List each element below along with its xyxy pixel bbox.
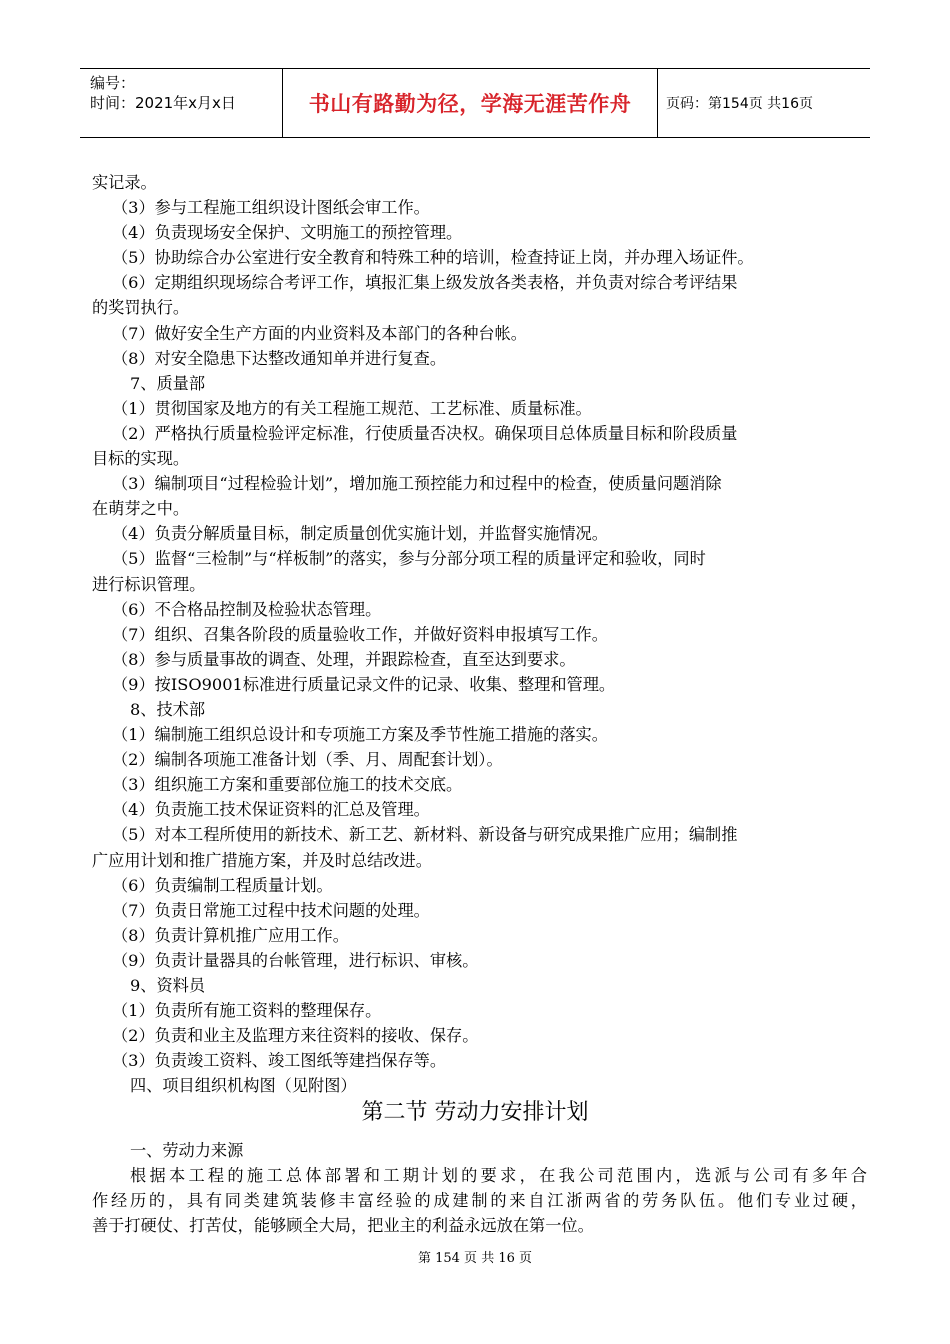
document-number-label: 编号： <box>90 74 136 92</box>
document-date: 时间：2021年x月x日 <box>90 94 236 112</box>
paragraph-line: 善于打硬仗、打苦仗，能够顾全大局，把业主的利益永远放在第一位。 <box>92 1216 594 1236</box>
paragraph-line: 目标的实现。 <box>92 449 190 469</box>
paragraph-line: （7）做好安全生产方面的内业资料及本部门的各种台帐。 <box>112 323 527 343</box>
header-meta <box>80 69 283 137</box>
paragraph-line: （9）负责计量器具的台帐管理，进行标识、审核。 <box>112 950 479 970</box>
paragraph-line: 的奖罚执行。 <box>92 298 190 318</box>
paragraph-line: （6）负责编制工程质量计划。 <box>112 875 333 895</box>
paragraph-line: （5）协助综合办公室进行安全教育和特殊工种的培训，检查持证上岗，并办理入场证件。 <box>112 248 754 268</box>
paragraph-line: （3）负责竣工资料、竣工图纸等建挡保存等。 <box>112 1051 447 1071</box>
paragraph-line: （5）监督“三检制”与“样板制”的落实，参与分部分项工程的质量评定和验收，同时 <box>112 549 706 569</box>
paragraph-line: （1）编制施工组织总设计和专项施工方案及季节性施工措施的落实。 <box>112 725 608 745</box>
paragraph-line: （5）对本工程所使用的新技术、新工艺、新材料、新设备与研究成果推广应用；编制推 <box>112 825 738 845</box>
header-page-info: 页码：第154页 共16页 <box>666 96 813 112</box>
paragraph-line: （7）组织、召集各阶段的质量验收工作，并做好资料申报填写工作。 <box>112 624 608 644</box>
page-footer: 第 154 页 共 16 页 <box>417 1251 533 1266</box>
document-body <box>92 170 860 1098</box>
paragraph-line: 进行标识管理。 <box>92 574 206 594</box>
paragraph-line: （4）负责分解质量目标，制定质量创优实施计划，并监督实施情况。 <box>112 524 608 544</box>
paragraph-line: （2）严格执行质量检验评定标准，行使质量否决权。确保项目总体质量目标和阶段质量 <box>112 423 738 443</box>
paragraph-line: 在萌芽之中。 <box>92 499 190 519</box>
paragraph-line: （8）对安全隐患下达整改通知单并进行复查。 <box>112 348 447 368</box>
page-header <box>80 68 870 138</box>
paragraph-line: （6）定期组织现场综合考评工作，填报汇集上级发放各类表格，并负责对综合考评结果 <box>112 273 738 293</box>
paragraph-line: 广应用计划和推广措施方案，并及时总结改进。 <box>92 850 432 870</box>
paragraph-line: （2）负责和业主及监理方来往资料的接收、保存。 <box>112 1026 479 1046</box>
paragraph-line: 实记录。 <box>92 173 157 192</box>
paragraph-line: （3）编制项目“过程检验计划”，增加施工预控能力和过程中的检查，使质量问题消除 <box>112 474 722 494</box>
paragraph-line: 根据本工程的施工总体部署和工期计划的要求，在我公司范围内，选派与公司有多年合 <box>130 1166 867 1186</box>
paragraph-line: 作经历的，具有同类建筑装修丰富经验的成建制的来自江浙两省的劳务队伍。他们专业过硬， <box>92 1191 867 1211</box>
paragraph-line: （8）参与质量事故的调查、处理，并跟踪检查，直至达到要求。 <box>112 649 576 669</box>
paragraph-line: （7）负责日常施工过程中技术问题的处理。 <box>112 900 430 920</box>
paragraph-line: （9）按ISO9001标准进行质量记录文件的记录、收集、整理和管理。 <box>112 674 616 694</box>
document-body-continued <box>92 1138 867 1238</box>
section-heading-line: 7、质量部 <box>130 373 206 393</box>
paragraph-line: （6）不合格品控制及检验状态管理。 <box>112 599 382 619</box>
paragraph-line: （4）负责施工技术保证资料的汇总及管理。 <box>112 800 430 820</box>
section-heading-line: 8、技术部 <box>130 699 206 719</box>
paragraph-line: （3）组织施工方案和重要部位施工的技术交底。 <box>112 775 463 795</box>
paragraph-line: （3）参与工程施工组织设计图纸会审工作。 <box>112 198 430 218</box>
section-title: 第二节 劳动力安排计划 <box>361 1100 589 1125</box>
paragraph-line: （1）贯彻国家及地方的有关工程施工规范、工艺标准、质量标准。 <box>112 398 592 418</box>
paragraph-line: （8）负责计算机推广应用工作。 <box>112 925 349 945</box>
subsection-heading: 一、劳动力来源 <box>130 1141 244 1160</box>
paragraph-line: （4）负责现场安全保护、文明施工的预控管理。 <box>112 223 463 243</box>
section-heading-line: 9、资料员 <box>130 976 206 995</box>
section-heading-line: 四、项目组织机构图（见附图） <box>130 1076 357 1096</box>
header-motto: 书山有路勤为径，学海无涯苦作舟 <box>283 69 658 137</box>
paragraph-line: （1）负责所有施工资料的整理保存。 <box>112 1001 382 1021</box>
paragraph-line: （2）编制各项施工准备计划（季、月、周配套计划）。 <box>112 750 503 770</box>
